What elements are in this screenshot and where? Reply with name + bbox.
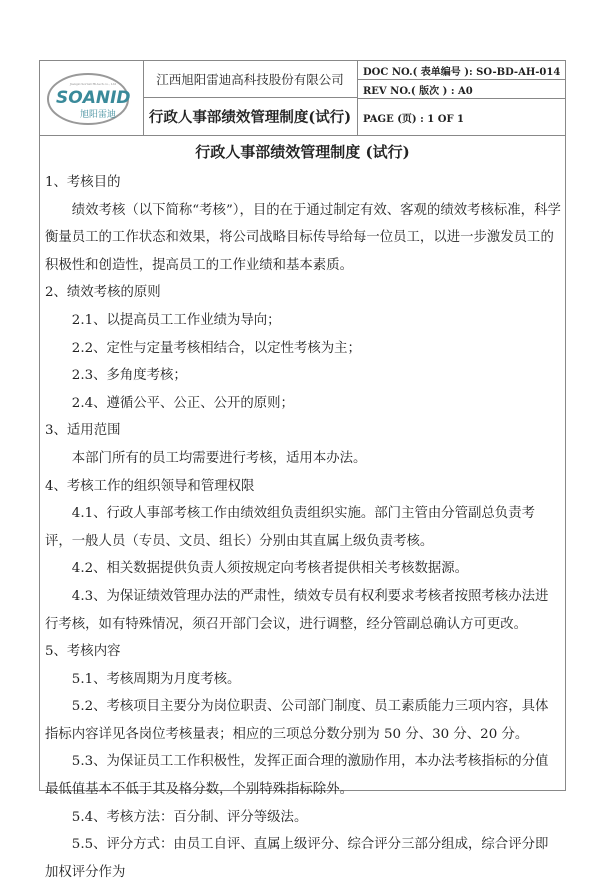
paragraph: 2.2、定性与定量考核相结合，以定性考核为主； bbox=[71, 340, 361, 356]
paragraph: 5.2、考核项目主要分为岗位职责、公司部门制度、员工素质能力三项内容，具体指标内容详见各岗位考核量表；相应的三项总分数分别为 50 分、30 分、20 分。 bbox=[45, 699, 549, 742]
section-heading: 2、绩效考核的原则 bbox=[45, 285, 161, 301]
paragraph: 绩效考核（以下简称“考核”），目的在于通过制定有效、客观的绩效考核标准，科学衡量员工的工作状态和效果，将公司战略目标传导给每一位员工，以进一步激发员工的积极性和创造性，提高员工的工作业绩和基本素质。 bbox=[45, 202, 561, 273]
section-heading: 4、考核工作的组织领导和管理权限 bbox=[45, 478, 255, 494]
paragraph: 2.1、以提高员工工作业绩为导向； bbox=[71, 312, 281, 328]
page-number: PAGE (页) : 1 OF 1 bbox=[363, 113, 465, 125]
section-heading: 3、适用范围 bbox=[45, 423, 121, 439]
section-heading: 1、考核目的 bbox=[45, 175, 121, 190]
doc-title-cell: 行政人事部绩效管理制度(试行) bbox=[143, 98, 358, 135]
paragraph: 5.1、考核周期为月度考核。 bbox=[71, 671, 241, 687]
logo-tiny-text: Jiangxi Sornid Hi-tech co., Ltd bbox=[70, 82, 117, 86]
paragraph: 5.5、评分方式：由员工自评、直属上级评分、综合评分三部分组成，综合评分即加权评分作为 bbox=[45, 837, 549, 880]
logo-sub: 旭阳雷迪 bbox=[80, 110, 117, 120]
company-name: 江西旭阳雷迪高科技股份有限公司 bbox=[143, 61, 358, 98]
doc-number: DOC NO.( 表单编号 ): SO-BD-AH-014 bbox=[358, 61, 565, 80]
section-heading: 5、考核内容 bbox=[45, 644, 121, 660]
page-title: 行政人事部绩效管理制度 (试行) bbox=[195, 143, 410, 161]
logo-text: SOANID bbox=[56, 88, 131, 108]
company-logo bbox=[40, 61, 144, 135]
paragraph: 本部门所有的员工均需要进行考核，适用本办法。 bbox=[71, 450, 367, 466]
paragraph: 5.4、考核方法：百分制、评分等级法。 bbox=[71, 809, 308, 825]
paragraph: 2.3、多角度考核； bbox=[71, 368, 187, 384]
document-page bbox=[39, 60, 566, 880]
paragraph: 4.3、为保证绩效管理办法的严肃性，绩效专员有权利要求考核者按照考核办法进行考核，如有特殊情况，须召开部门会议，进行调整，经分管副总确认方可更改。 bbox=[45, 588, 549, 632]
revision-number: REV NO.( 版次 ) : A0 bbox=[358, 80, 565, 99]
paragraph: 4.1、行政人事部考核工作由绩效组负责组织实施。部门主管由分管副总负责考评，一般人员（专员、文员、组长）分别由其直属上级负责考核。 bbox=[45, 506, 535, 549]
document-header bbox=[40, 61, 565, 136]
paragraph: 2.4、遵循公平、公正、公开的原则； bbox=[71, 395, 294, 411]
paragraph: 4.2、相关数据提供负责人须按规定向考核者提供相关考核数据源。 bbox=[71, 561, 469, 577]
paragraph: 5.3、为保证员工工作积极性，发挥正面合理的激励作用，本办法考核指标的分值最低值基本不低于其及格分数，个别特殊指标除外。 bbox=[45, 754, 549, 798]
document-body bbox=[45, 169, 561, 886]
